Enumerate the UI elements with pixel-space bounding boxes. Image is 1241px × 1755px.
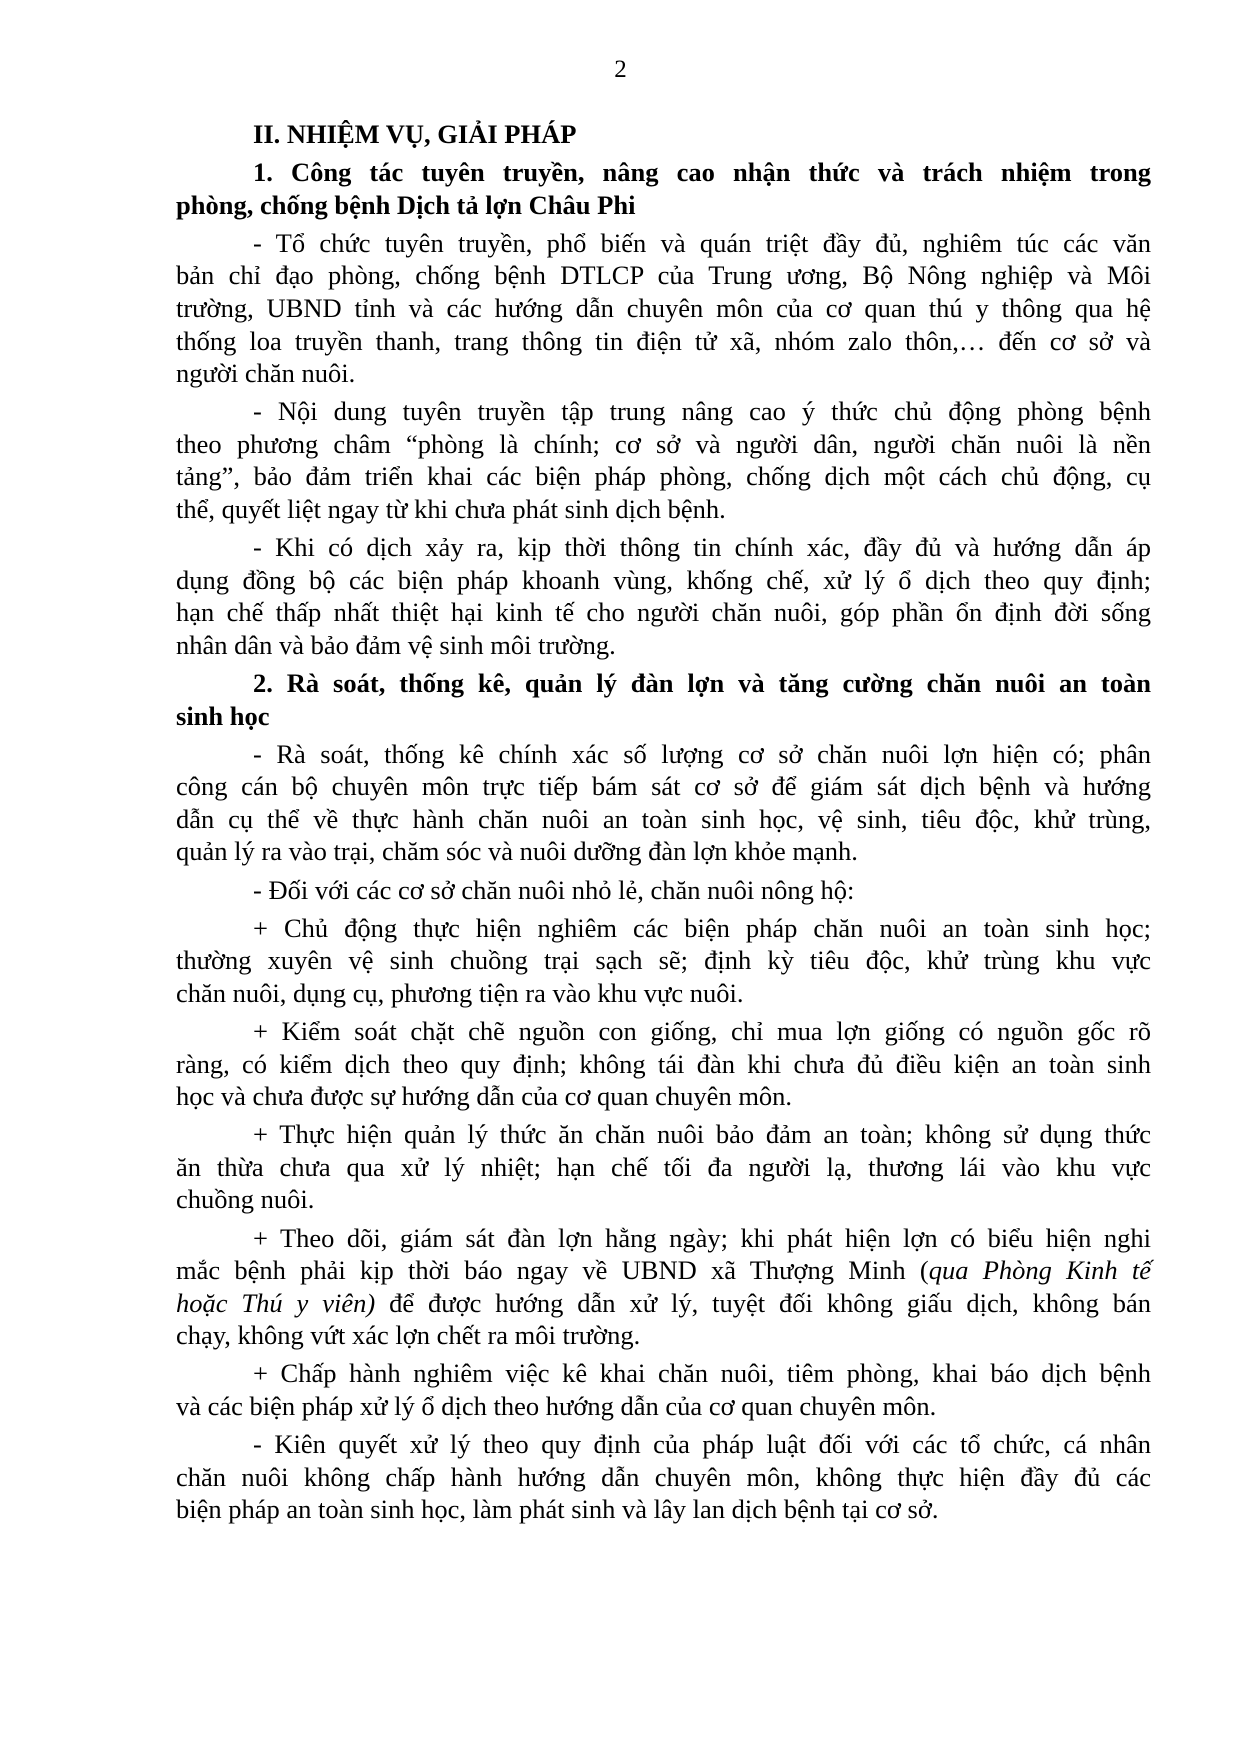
subheading-2 [176, 667, 1151, 732]
text-line: dụng đồng bộ các biện pháp khoanh vùng, khống chế, xử lý ổ dịch theo quy định; [176, 564, 1151, 595]
page-number: 2 [614, 56, 627, 83]
text-line: hạn chế thấp nhất thiệt hại kinh tế cho người chăn nuôi, góp phần ổn định đời sống [176, 597, 1151, 628]
text-line: ràng, có kiểm dịch theo quy định; không tái đàn khi chưa đủ điều kiện an toàn sinh [176, 1048, 1151, 1079]
text-line: + Chủ động thực hiện nghiêm các biện pháp chăn nuôi an toàn sinh học; [253, 912, 1151, 943]
text-run: mắc bệnh phải kịp thời báo ngay về UBND xã Thượng Minh ( [176, 1255, 929, 1286]
text-line [176, 1287, 1151, 1320]
paragraph [176, 912, 1151, 1010]
paragraph [176, 531, 1151, 661]
paragraph [176, 738, 1151, 868]
text-line: + Theo dõi, giám sát đàn lợn hằng ngày; khi phát hiện lợn có biểu hiện nghi [253, 1222, 1151, 1253]
text-line: và các biện pháp xử lý ổ dịch theo hướng dẫn của cơ quan chuyên môn. [176, 1390, 937, 1421]
text-line [176, 1254, 1151, 1287]
text-line: học và chưa được sự hướng dẫn của cơ quan chuyên môn. [176, 1081, 793, 1112]
text-line: chuồng nuôi. [176, 1184, 315, 1215]
heading-line: sinh học [176, 700, 270, 731]
text-line: bản chỉ đạo phòng, chống bệnh DTLCP của Trung ương, Bộ Nông nghiệp và Môi [176, 260, 1151, 291]
text-run: để được hướng dẫn xử lý, tuyệt đối không giấu dịch, không bán [375, 1287, 1151, 1318]
subheading-1 [176, 156, 1151, 221]
text-line: người chăn nuôi. [176, 358, 356, 389]
text-line: thống loa truyền thanh, trang thông tin điện tử xã, nhóm zalo thôn,… đến cơ sở và [176, 325, 1151, 356]
italic-text: hoặc Thú y viên) [176, 1287, 376, 1318]
section-heading [176, 118, 1151, 151]
heading-line: 2. Rà soát, thống kê, quản lý đàn lợn và tăng cường chăn nuôi an toàn [253, 668, 1151, 698]
paragraph [176, 1428, 1151, 1526]
paragraph [176, 1222, 1151, 1352]
text-line: + Kiểm soát chặt chẽ nguồn con giống, chỉ mua lợn giống có nguồn gốc rõ [253, 1015, 1151, 1046]
document-body [176, 118, 1151, 1531]
text-line: - Nội dung tuyên truyền tập trung nâng cao ý thức chủ động phòng bệnh [253, 396, 1151, 427]
text-line: - Kiên quyết xử lý theo quy định của pháp luật đối với các tổ chức, cá nhân [253, 1429, 1151, 1460]
text-line: tảng”, bảo đảm triển khai các biện pháp phòng, chống dịch một cách chủ động, cụ [176, 461, 1151, 492]
text-line: biện pháp an toàn sinh học, làm phát sinh và lây lan dịch bệnh tại cơ sở. [176, 1494, 939, 1525]
paragraph [176, 227, 1151, 390]
text-line: thường xuyên vệ sinh chuồng trại sạch sẽ; định kỳ tiêu độc, khử trùng khu vực [176, 945, 1151, 976]
section-title: II. NHIỆM VỤ, GIẢI PHÁP [253, 119, 577, 149]
heading-line: phòng, chống bệnh Dịch tả lợn Châu Phi [176, 189, 636, 220]
paragraph [176, 1118, 1151, 1216]
text-line: chăn nuôi không chấp hành hướng dẫn chuyên môn, không thực hiện đầy đủ các [176, 1461, 1151, 1492]
paragraph [176, 1357, 1151, 1422]
paragraph [176, 1015, 1151, 1113]
paragraph [176, 874, 1151, 907]
text-line: trường, UBND tỉnh và các hướng dẫn chuyên môn của cơ quan thú y thông qua hệ [176, 292, 1151, 323]
text-line: chăn nuôi, dụng cụ, phương tiện ra vào khu vực nuôi. [176, 977, 744, 1008]
text-line: - Khi có dịch xảy ra, kịp thời thông tin chính xác, đầy đủ và hướng dẫn áp [253, 532, 1151, 563]
text-line: - Đối với các cơ sở chăn nuôi nhỏ lẻ, chăn nuôi nông hộ: [253, 874, 855, 905]
text-line: - Rà soát, thống kê chính xác số lượng cơ sở chăn nuôi lợn hiện có; phân [253, 738, 1151, 769]
text-line: nhân dân và bảo đảm vệ sinh môi trường. [176, 629, 616, 660]
text-line: thể, quyết liệt ngay từ khi chưa phát sinh dịch bệnh. [176, 494, 726, 525]
text-line: dẫn cụ thể về thực hành chăn nuôi an toàn sinh học, vệ sinh, tiêu độc, khử trùng, [176, 803, 1151, 834]
text-line: quản lý ra vào trại, chăm sóc và nuôi dưỡng đàn lợn khỏe mạnh. [176, 836, 858, 867]
italic-text: qua Phòng Kinh tế [928, 1255, 1151, 1286]
text-line: chạy, không vứt xác lợn chết ra môi trường. [176, 1320, 641, 1351]
text-line: + Chấp hành nghiêm việc kê khai chăn nuôi, tiêm phòng, khai báo dịch bệnh [253, 1358, 1151, 1389]
paragraph [176, 395, 1151, 525]
text-line: - Tổ chức tuyên truyền, phổ biến và quán triệt đầy đủ, nghiêm túc các văn [253, 227, 1151, 258]
text-line: ăn thừa chưa qua xử lý nhiệt; hạn chế tối đa người lạ, thương lái vào khu vực [176, 1151, 1151, 1182]
text-line: công cán bộ chuyên môn trực tiếp bám sát cơ sở để giám sát dịch bệnh và hướng [176, 771, 1151, 802]
heading-line: 1. Công tác tuyên truyền, nâng cao nhận thức và trách nhiệm trong [253, 157, 1151, 188]
text-line: + Thực hiện quản lý thức ăn chăn nuôi bảo đảm an toàn; không sử dụng thức [253, 1119, 1151, 1150]
text-line: theo phương châm “phòng là chính; cơ sở và người dân, người chăn nuôi là nền [176, 428, 1151, 459]
